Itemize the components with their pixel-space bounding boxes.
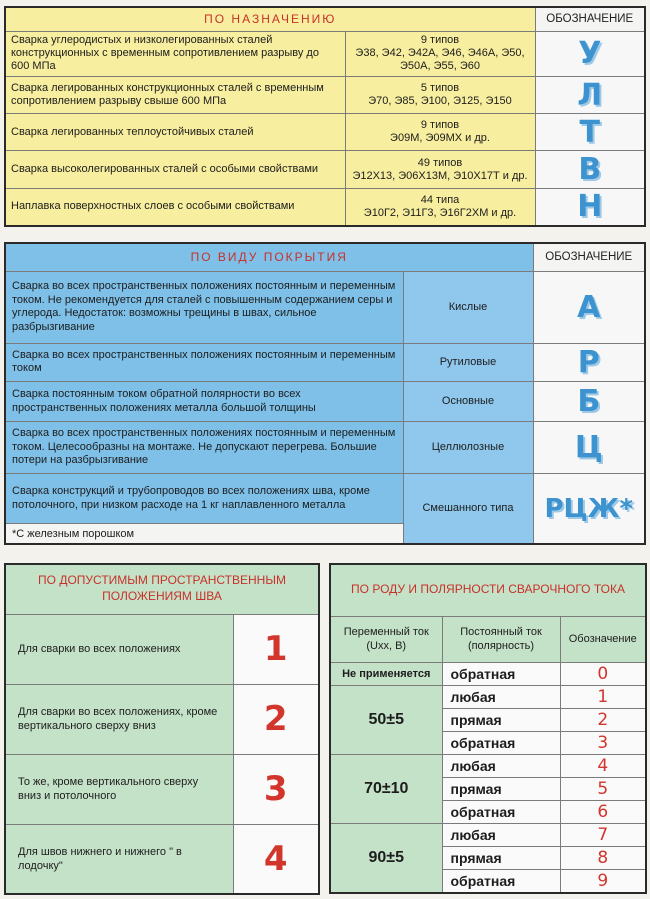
current-code: 5 bbox=[560, 777, 646, 800]
purpose-types: 5 типов Э70, Э85, Э100, Э125, Э150 bbox=[345, 77, 535, 114]
coating-desc: Сварка во всех пространственных положениях постоянным и переменным током bbox=[5, 343, 403, 381]
coating-code: Ц bbox=[533, 422, 645, 474]
current-dc-header: Постоянный ток (полярность) bbox=[442, 616, 560, 662]
positions-table bbox=[4, 563, 320, 895]
current-code: 1 bbox=[560, 685, 646, 708]
current-code: 2 bbox=[560, 708, 646, 731]
purpose-table bbox=[4, 6, 646, 227]
coating-desc: Сварка во всех пространственных положениях постоянным и переменным током. Не рекомендуется для сталей с повышенным содержанием серы и углерода. Недостаток: возможны трещины в швах, сильное разбрызгивание bbox=[5, 271, 403, 343]
current-voltage: 70±10 bbox=[330, 754, 442, 823]
positions-desc: Для швов нижнего и нижнего " в лодочку" bbox=[5, 824, 233, 894]
current-ac-header: Переменный ток (Uxx, В) bbox=[330, 616, 442, 662]
current-not-applicable: Не применяется bbox=[330, 662, 442, 685]
current-code: 4 bbox=[560, 754, 646, 777]
current-polarity: обратная bbox=[442, 731, 560, 754]
coating-code: А bbox=[533, 271, 645, 343]
purpose-code: Н bbox=[535, 188, 645, 226]
positions-title: ПО ДОПУСТИМЫМ ПРОСТРАНСТВЕННЫМ ПОЛОЖЕНИЯМ ШВА bbox=[5, 564, 319, 614]
purpose-types: 49 типов Э12Х13, Э06Х13М, Э10Х17Т и др. bbox=[345, 151, 535, 188]
coating-kind: Рутиловые bbox=[403, 343, 533, 381]
coating-desc: Сварка конструкций и трубопроводов во всех положениях шва, кроме потолочного, при низком расходе на 1 кг наплавленного металла bbox=[5, 474, 403, 524]
positions-desc: То же, кроме вертикального сверху вниз и потолочного bbox=[5, 754, 233, 824]
purpose-types: 9 типов Э09М, Э09МХ и др. bbox=[345, 114, 535, 151]
coating-code-header: ОБОЗНАЧЕНИЕ bbox=[533, 243, 645, 271]
purpose-code: В bbox=[535, 151, 645, 188]
purpose-desc: Сварка высоколегированных сталей с особыми свойствами bbox=[5, 151, 345, 188]
current-polarity: обратная bbox=[442, 800, 560, 823]
current-polarity: любая bbox=[442, 685, 560, 708]
current-voltage: 50±5 bbox=[330, 685, 442, 754]
purpose-code: Л bbox=[535, 77, 645, 114]
current-title: ПО РОДУ И ПОЛЯРНОСТИ СВАРОЧНОГО ТОКА bbox=[330, 564, 646, 616]
coating-code: РЦЖ* bbox=[533, 474, 645, 544]
current-polarity: прямая bbox=[442, 777, 560, 800]
coating-code: Б bbox=[533, 381, 645, 421]
positions-desc: Для сварки во всех положениях, кроме вертикального сверху вниз bbox=[5, 684, 233, 754]
purpose-title: ПО НАЗНАЧЕНИЮ bbox=[5, 7, 535, 31]
purpose-types: 44 типа Э10Г2, Э11Г3, Э16Г2ХМ и др. bbox=[345, 188, 535, 226]
current-code-header: Обозначение bbox=[560, 616, 646, 662]
current-table bbox=[329, 563, 647, 894]
positions-code: 3 bbox=[233, 754, 319, 824]
coating-kind: Смешанного типа bbox=[403, 474, 533, 544]
positions-desc: Для сварки во всех положениях bbox=[5, 614, 233, 684]
coating-code: Р bbox=[533, 343, 645, 381]
coating-note: *С железным порошком bbox=[5, 524, 403, 544]
coating-desc: Сварка во всех пространственных положениях постоянным и переменным током. Целесообразны на монтаже. Не допускают перегрева. Большие потери на разбрызгивание bbox=[5, 422, 403, 474]
purpose-desc: Сварка углеродистых и низколегированных сталей конструкционных с временным сопротивлением разрыву до 600 МПа bbox=[5, 31, 345, 77]
current-polarity: обратная bbox=[442, 869, 560, 893]
coating-kind: Кислые bbox=[403, 271, 533, 343]
current-polarity: любая bbox=[442, 754, 560, 777]
coating-desc: Сварка постоянным током обратной полярности во всех пространственных положениях металла большой толщины bbox=[5, 381, 403, 421]
current-polarity: любая bbox=[442, 823, 560, 846]
current-code: 8 bbox=[560, 846, 646, 869]
coating-kind: Основные bbox=[403, 381, 533, 421]
coating-title: ПО ВИДУ ПОКРЫТИЯ bbox=[5, 243, 533, 271]
current-code: 6 bbox=[560, 800, 646, 823]
current-code: 9 bbox=[560, 869, 646, 893]
positions-code: 4 bbox=[233, 824, 319, 894]
current-polarity: прямая bbox=[442, 708, 560, 731]
current-code: 0 bbox=[560, 662, 646, 685]
purpose-code: У bbox=[535, 31, 645, 77]
purpose-code: Т bbox=[535, 114, 645, 151]
positions-code: 2 bbox=[233, 684, 319, 754]
current-polarity: прямая bbox=[442, 846, 560, 869]
purpose-types: 9 типов Э38, Э42, Э42А, Э46, Э46А, Э50, Э50А, Э55, Э60 bbox=[345, 31, 535, 77]
coating-kind: Целлюлозные bbox=[403, 422, 533, 474]
purpose-desc: Наплавка поверхностных слоев с особыми свойствами bbox=[5, 188, 345, 226]
current-voltage: 90±5 bbox=[330, 823, 442, 893]
purpose-desc: Сварка легированных теплоустойчивых сталей bbox=[5, 114, 345, 151]
current-polarity: обратная bbox=[442, 662, 560, 685]
positions-code: 1 bbox=[233, 614, 319, 684]
coating-table bbox=[4, 242, 646, 545]
current-code: 7 bbox=[560, 823, 646, 846]
current-code: 3 bbox=[560, 731, 646, 754]
purpose-code-header: ОБОЗНАЧЕНИЕ bbox=[535, 7, 645, 31]
purpose-desc: Сварка легированных конструкционных сталей с временным сопротивлением разрыву свыше 600 МПа bbox=[5, 77, 345, 114]
